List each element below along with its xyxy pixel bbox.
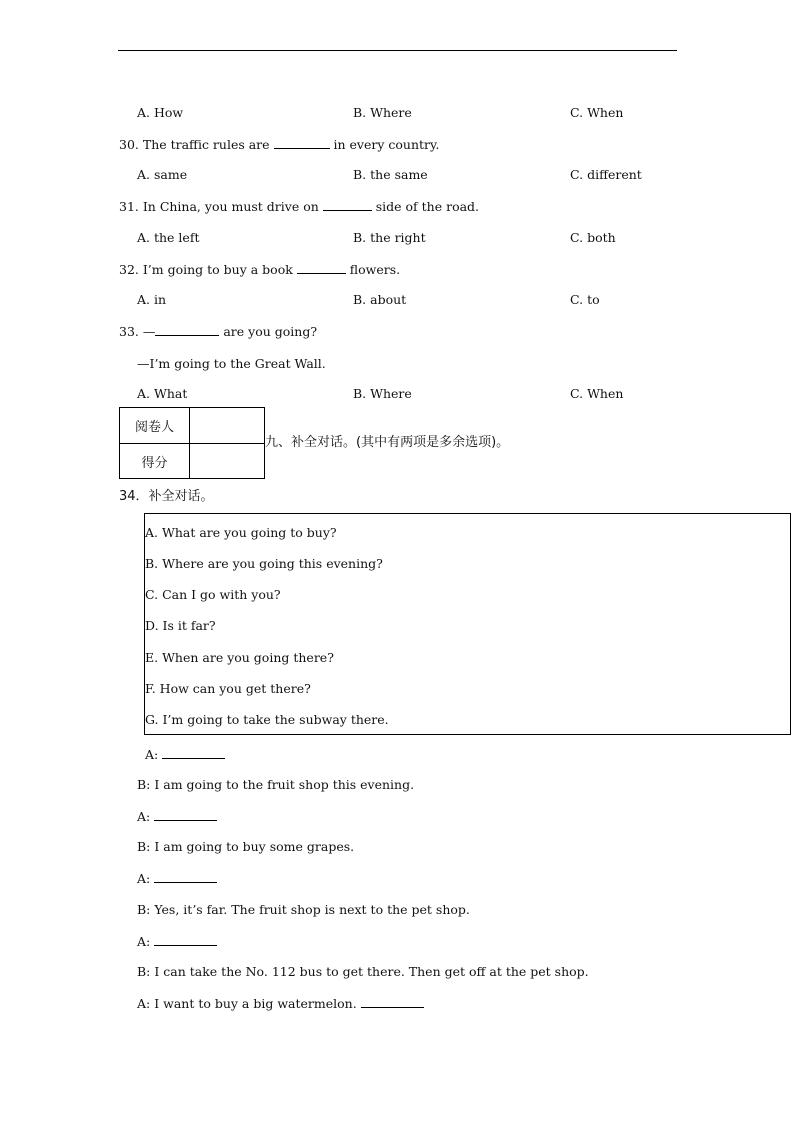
q30-option-c: C. different: [570, 167, 642, 182]
option-item: G. I’m going to take the subway there.: [145, 712, 389, 727]
header-rule: [118, 50, 677, 51]
score-field: [190, 444, 265, 479]
q29-option-b: B. Where: [353, 105, 412, 120]
option-item: A. What are you going to buy?: [145, 525, 337, 540]
option-item: B. Where are you going this evening?: [145, 556, 383, 571]
q34-title: 34．补全对话。: [119, 489, 214, 504]
answer-blank: [154, 933, 217, 946]
dialogue-line: B: I can take the No. 112 bus to get there. Then get off at the pet shop.: [137, 964, 589, 979]
answer-blank: [162, 746, 225, 759]
option-item: D. Is it far?: [145, 618, 216, 633]
answer-blank: [274, 136, 330, 149]
answer-blank: [323, 198, 372, 211]
q30-stem: 30. The traffic rules are in every country.: [119, 137, 440, 152]
answer-blank: [154, 808, 217, 821]
option-item: C. Can I go with you?: [145, 587, 281, 602]
q32-stem: 32. I’m going to buy a book flowers.: [119, 262, 401, 277]
q33-option-a: A. What: [137, 386, 188, 401]
section-title: 九、补全对话。(其中有两项是多余选项)。: [265, 435, 510, 450]
q30-option-b: B. the same: [353, 167, 428, 182]
q33-answer: —I’m going to the Great Wall.: [137, 356, 326, 371]
reviewer-field: [190, 408, 265, 444]
answer-blank: [297, 261, 346, 274]
answer-blank: [154, 870, 217, 883]
q31-option-c: C. both: [570, 230, 616, 245]
dialogue-line: A:: [145, 746, 225, 763]
q30-option-a: A. same: [137, 167, 188, 182]
q32-option-b: B. about: [353, 292, 407, 307]
q32-option-c: C. to: [570, 292, 600, 307]
q32-option-a: A. in: [137, 292, 167, 307]
option-item: F. How can you get there?: [145, 681, 311, 696]
dialogue-line: A: I want to buy a big watermelon.: [137, 995, 424, 1012]
dialogue-line: A:: [137, 808, 217, 825]
dialogue-line: B: Yes, it’s far. The fruit shop is next to the pet shop.: [137, 902, 470, 917]
reviewer-label: 阅卷人: [120, 408, 190, 444]
q33-option-b: B. Where: [353, 386, 412, 401]
q29-option-c: C. When: [570, 105, 624, 120]
dialogue-line: A:: [137, 870, 217, 887]
option-item: E. When are you going there?: [145, 650, 334, 665]
score-label: 得分: [120, 444, 190, 479]
q31-option-a: A. the left: [137, 230, 200, 245]
q33-stem: 33. — are you going?: [119, 324, 318, 339]
q29-option-a: A. How: [137, 105, 184, 120]
q31-option-b: B. the right: [353, 230, 426, 245]
dialogue-line: B: I am going to buy some grapes.: [137, 839, 355, 854]
answer-blank: [361, 995, 424, 1008]
score-table: [119, 407, 265, 479]
dialogue-line: B: I am going to the fruit shop this evening.: [137, 777, 415, 792]
q33-option-c: C. When: [570, 386, 624, 401]
dialogue-line: A:: [137, 933, 217, 950]
options-box: [144, 513, 791, 735]
answer-blank: [155, 323, 219, 336]
q31-stem: 31. In China, you must drive on side of the road.: [119, 199, 480, 214]
